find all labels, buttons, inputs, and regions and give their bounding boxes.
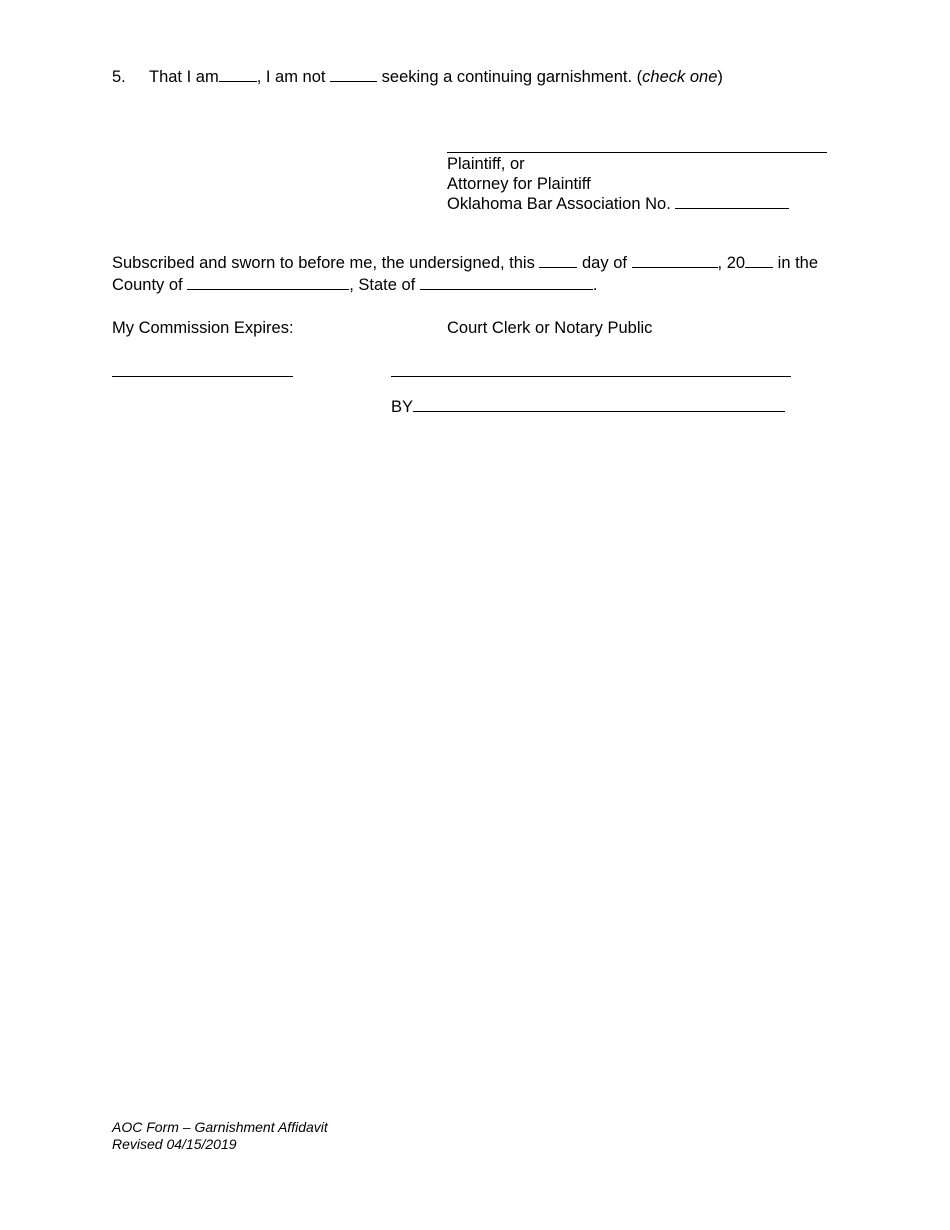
month-blank[interactable] — [632, 253, 718, 268]
commission-expires-label: My Commission Expires: — [112, 319, 294, 337]
by-row — [391, 397, 785, 417]
subscribed-line-1 — [112, 253, 818, 273]
court-clerk-label: Court Clerk or Notary Public — [447, 319, 653, 337]
check-one-note: check one — [642, 68, 718, 86]
bar-association-label: Oklahoma Bar Association No. — [447, 195, 671, 213]
subscribed-text-2: day of — [577, 254, 632, 272]
year-blank[interactable] — [745, 253, 773, 268]
subscribed-text-4: in the — [773, 254, 819, 272]
subscribed-text-3: , 20 — [717, 254, 746, 272]
item-5-text-after: seeking a continuing garnishment. ( — [377, 68, 643, 86]
i-am-not-blank[interactable] — [330, 67, 377, 82]
subscribed-text-1: Subscribed and sworn to before me, the undersigned, this — [112, 254, 540, 272]
state-blank[interactable] — [420, 275, 593, 290]
attorney-label: Attorney for Plaintiff — [447, 175, 591, 193]
bar-number-blank[interactable] — [675, 194, 789, 209]
by-label: BY — [391, 398, 414, 416]
item-5-text-mid: , I am not — [256, 68, 331, 86]
plaintiff-signature-line[interactable] — [447, 152, 827, 153]
plaintiff-label: Plaintiff, or — [447, 155, 525, 173]
commission-expires-line[interactable] — [112, 376, 293, 377]
day-blank[interactable] — [539, 253, 577, 268]
item-5-statement — [149, 67, 723, 87]
state-label: , State of — [349, 276, 420, 294]
county-label: County of — [112, 276, 188, 294]
subscribed-line-2 — [112, 275, 597, 295]
bar-association-row — [447, 194, 789, 214]
form-name: AOC Form – Garnishment Affidavit — [112, 1119, 328, 1135]
by-signature-blank[interactable] — [413, 397, 785, 412]
revision-date: Revised 04/15/2019 — [112, 1136, 237, 1152]
item-5-text-before: That I am — [149, 68, 219, 86]
notary-signature-line[interactable] — [391, 376, 791, 377]
county-blank[interactable] — [187, 275, 349, 290]
item-5-number: 5. — [112, 68, 126, 86]
i-am-blank[interactable] — [219, 67, 257, 82]
subscribed-period: . — [592, 276, 598, 294]
item-5-close-paren: ) — [717, 68, 723, 86]
